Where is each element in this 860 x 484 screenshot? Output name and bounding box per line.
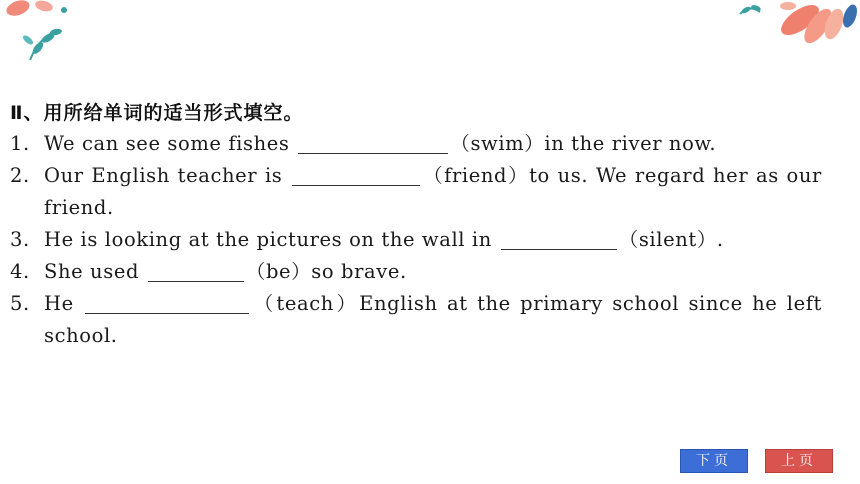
answer-blank-4[interactable] bbox=[148, 259, 244, 282]
question-continuation: school. bbox=[44, 324, 118, 347]
answer-blank-2[interactable] bbox=[292, 163, 420, 186]
next-page-button[interactable]: 下页 bbox=[680, 449, 748, 473]
question-number: 3. bbox=[10, 228, 30, 251]
question-text-after: to us. We regard her as our bbox=[529, 164, 822, 187]
word-hint: （swim） bbox=[450, 132, 545, 155]
question-5 bbox=[10, 288, 822, 352]
floral-decoration-right bbox=[730, 0, 860, 55]
question-1 bbox=[10, 128, 822, 160]
question-number: 2. bbox=[10, 164, 30, 187]
question-text-before: He is looking at the pictures on the wall in bbox=[44, 228, 492, 251]
question-3 bbox=[10, 224, 822, 256]
word-hint: （silent）. bbox=[618, 228, 724, 251]
answer-blank-3[interactable] bbox=[501, 227, 617, 250]
question-text-before: We can see some fishes bbox=[44, 132, 290, 155]
question-text-after: English at the primary school since he left bbox=[359, 292, 822, 315]
floral-decoration-left bbox=[0, 0, 80, 70]
question-text-before: Our English teacher is bbox=[44, 164, 283, 187]
question-continuation: friend. bbox=[44, 196, 114, 219]
question-number: 5. bbox=[10, 292, 30, 315]
question-number: 4. bbox=[10, 260, 30, 283]
question-text-after: so brave. bbox=[311, 260, 407, 283]
answer-blank-1[interactable] bbox=[298, 131, 448, 154]
question-2 bbox=[10, 160, 822, 224]
answer-blank-5[interactable] bbox=[85, 291, 249, 314]
word-hint: （friend） bbox=[422, 164, 530, 187]
question-text-after: in the river now. bbox=[544, 132, 717, 155]
word-hint: （be） bbox=[245, 260, 312, 283]
question-4 bbox=[10, 256, 822, 288]
question-number: 1. bbox=[10, 132, 30, 155]
word-hint: （teach） bbox=[251, 292, 360, 315]
question-text-before: He bbox=[44, 292, 74, 315]
question-text-before: She used bbox=[44, 260, 140, 283]
previous-page-button[interactable]: 上页 bbox=[765, 449, 833, 473]
exercise-heading: Ⅱ、用所给单词的适当形式填空。 bbox=[10, 102, 304, 124]
